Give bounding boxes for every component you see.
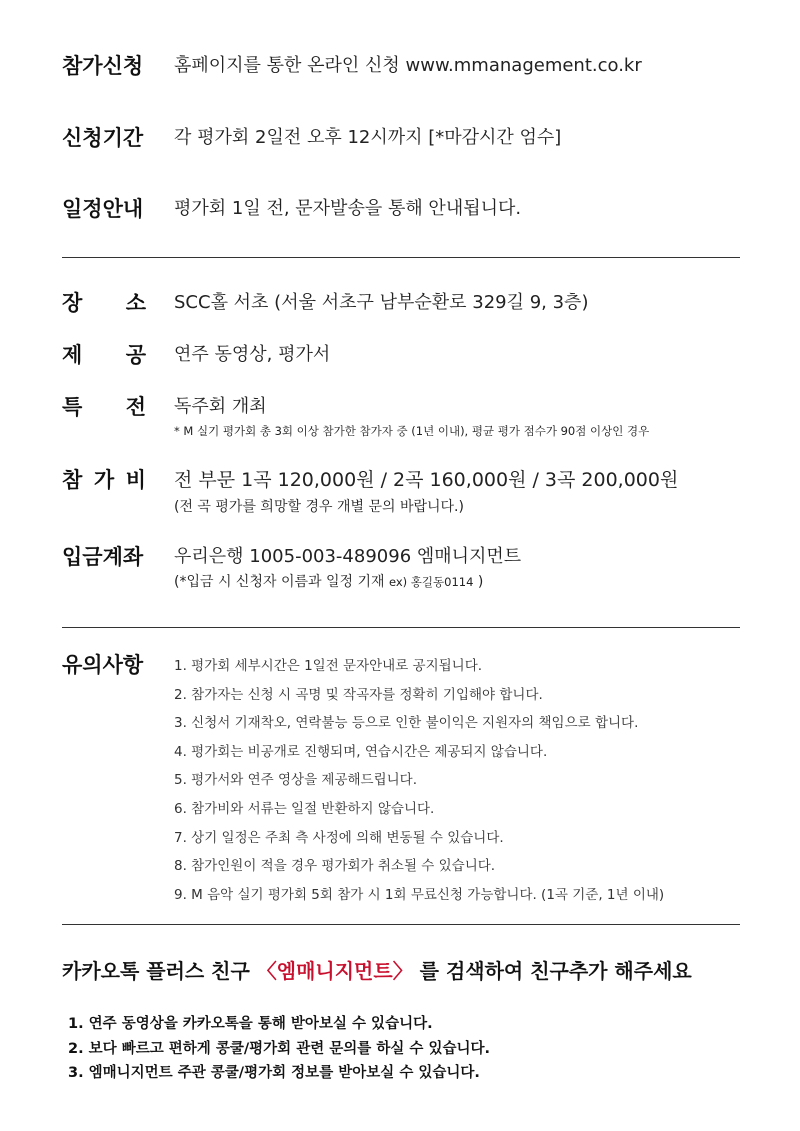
kakao-benefit-item: 2. 보다 빠르고 편하게 콩쿨/평가회 관련 문의를 하실 수 있습니다. — [68, 1040, 491, 1057]
notes-item: 4. 평가회는 비공개로 진행되며, 연습시간은 제공되지 않습니다. — [174, 743, 548, 760]
schedule-label: 일정안내 — [62, 197, 144, 221]
period-label: 신청기간 — [62, 126, 144, 150]
notes-item: 2. 참가자는 신청 시 곡명 및 작곡자를 정확히 기입해야 합니다. — [174, 686, 543, 703]
apply-value: 홈페이지를 통한 온라인 신청 www.mmanagement.co.kr — [174, 55, 642, 76]
benefit-value: 독주회 개최 — [174, 396, 267, 417]
fee-label — [62, 467, 146, 493]
account-label: 입금계좌 — [62, 545, 144, 569]
account-note-suffix: ) — [473, 574, 484, 590]
notes-item: 9. M 음악 실기 평가회 5회 참가 시 1회 무료신청 가능합니다. (1곡 기준, 1년 이내) — [174, 886, 665, 903]
account-note — [174, 573, 483, 591]
fee-note: (전 곡 평가를 희망할 경우 개별 문의 바랍니다.) — [174, 499, 464, 515]
divider-3 — [62, 924, 740, 925]
account-note-prefix: (*입금 시 신청자 이름과 일정 기재 — [174, 574, 389, 590]
provide-label-a: 제 — [62, 343, 83, 367]
fee-label-a: 참 — [62, 468, 83, 492]
period-value: 각 평가회 2일전 오후 12시까지 [*마감시간 엄수] — [174, 127, 562, 148]
notes-item: 3. 신청서 기재착오, 연락불능 등으로 인한 불이익은 지원자의 책임으로 합니다. — [174, 715, 639, 732]
kakao-title — [62, 958, 692, 984]
account-value: 우리은행 1005-003-489096 엠매니지먼트 — [174, 546, 522, 567]
fee-value: 전 부문 1곡 120,000원 / 2곡 160,000원 / 3곡 200,000원 — [174, 469, 679, 491]
place-value: SCC홀 서초 (서울 서초구 남부순환로 329길 9, 3층) — [174, 292, 589, 313]
benefit-label — [62, 394, 146, 420]
place-label-b: 소 — [125, 291, 146, 315]
period-row — [62, 125, 760, 153]
provide-value: 연주 동영상, 평가서 — [174, 344, 331, 365]
notes-list — [174, 652, 664, 909]
kakao-title-prefix: 카카오톡 플러스 친구 — [62, 959, 257, 983]
provide-label — [62, 342, 146, 368]
divider-2 — [62, 627, 740, 628]
provide-label-b: 공 — [125, 343, 146, 367]
notes-label: 유의사항 — [62, 653, 144, 677]
fee-label-m: 가 — [93, 468, 115, 492]
place-row — [62, 290, 760, 318]
kakao-title-suffix: 를 검색하여 친구추가 해주세요 — [412, 959, 692, 983]
apply-label: 참가신청 — [62, 54, 144, 78]
kakao-benefit-item: 1. 연주 동영상을 카카오톡을 통해 받아보실 수 있습니다. — [68, 1016, 433, 1032]
fee-row — [62, 467, 760, 521]
fee-label-b: 비 — [125, 468, 146, 492]
notes-item: 5. 평가서와 연주 영상을 제공해드립니다. — [174, 772, 417, 789]
notes-item: 1. 평가회 세부시간은 1일전 문자안내로 공지됩니다. — [174, 658, 483, 674]
kakao-benefit-list — [68, 1012, 490, 1086]
benefit-row — [62, 394, 760, 444]
notes-item: 8. 참가인원이 적을 경우 평가회가 취소될 수 있습니다. — [174, 858, 496, 875]
notes-row — [62, 652, 760, 912]
benefit-label-a: 특 — [62, 395, 83, 419]
schedule-value: 평가회 1일 전, 문자발송을 통해 안내됩니다. — [174, 198, 522, 219]
benefit-label-b: 전 — [125, 395, 146, 419]
account-row — [62, 544, 760, 598]
kakao-title-brand: 〈엠매니지먼트〉 — [256, 959, 413, 983]
notes-item: 7. 상기 일정은 주최 측 사정에 의해 변동될 수 있습니다. — [174, 829, 504, 846]
place-label-a: 장 — [62, 291, 83, 315]
provide-row — [62, 342, 760, 370]
apply-row — [62, 53, 760, 81]
place-label — [62, 290, 146, 316]
divider-1 — [62, 257, 740, 258]
kakao-benefit-item: 3. 엠매니지먼트 주관 콩쿨/평가회 정보를 받아보실 수 있습니다. — [68, 1065, 480, 1081]
notes-item: 6. 참가비와 서류는 일절 반환하지 않습니다. — [174, 800, 435, 817]
schedule-row — [62, 196, 760, 224]
account-note-example: ex) 홍길동0114 — [388, 575, 474, 589]
benefit-note: * M 실기 평가회 총 3회 이상 참가한 참가자 중 (1년 이내), 평균 평가 점수가 90점 이상인 경우 — [174, 424, 650, 438]
